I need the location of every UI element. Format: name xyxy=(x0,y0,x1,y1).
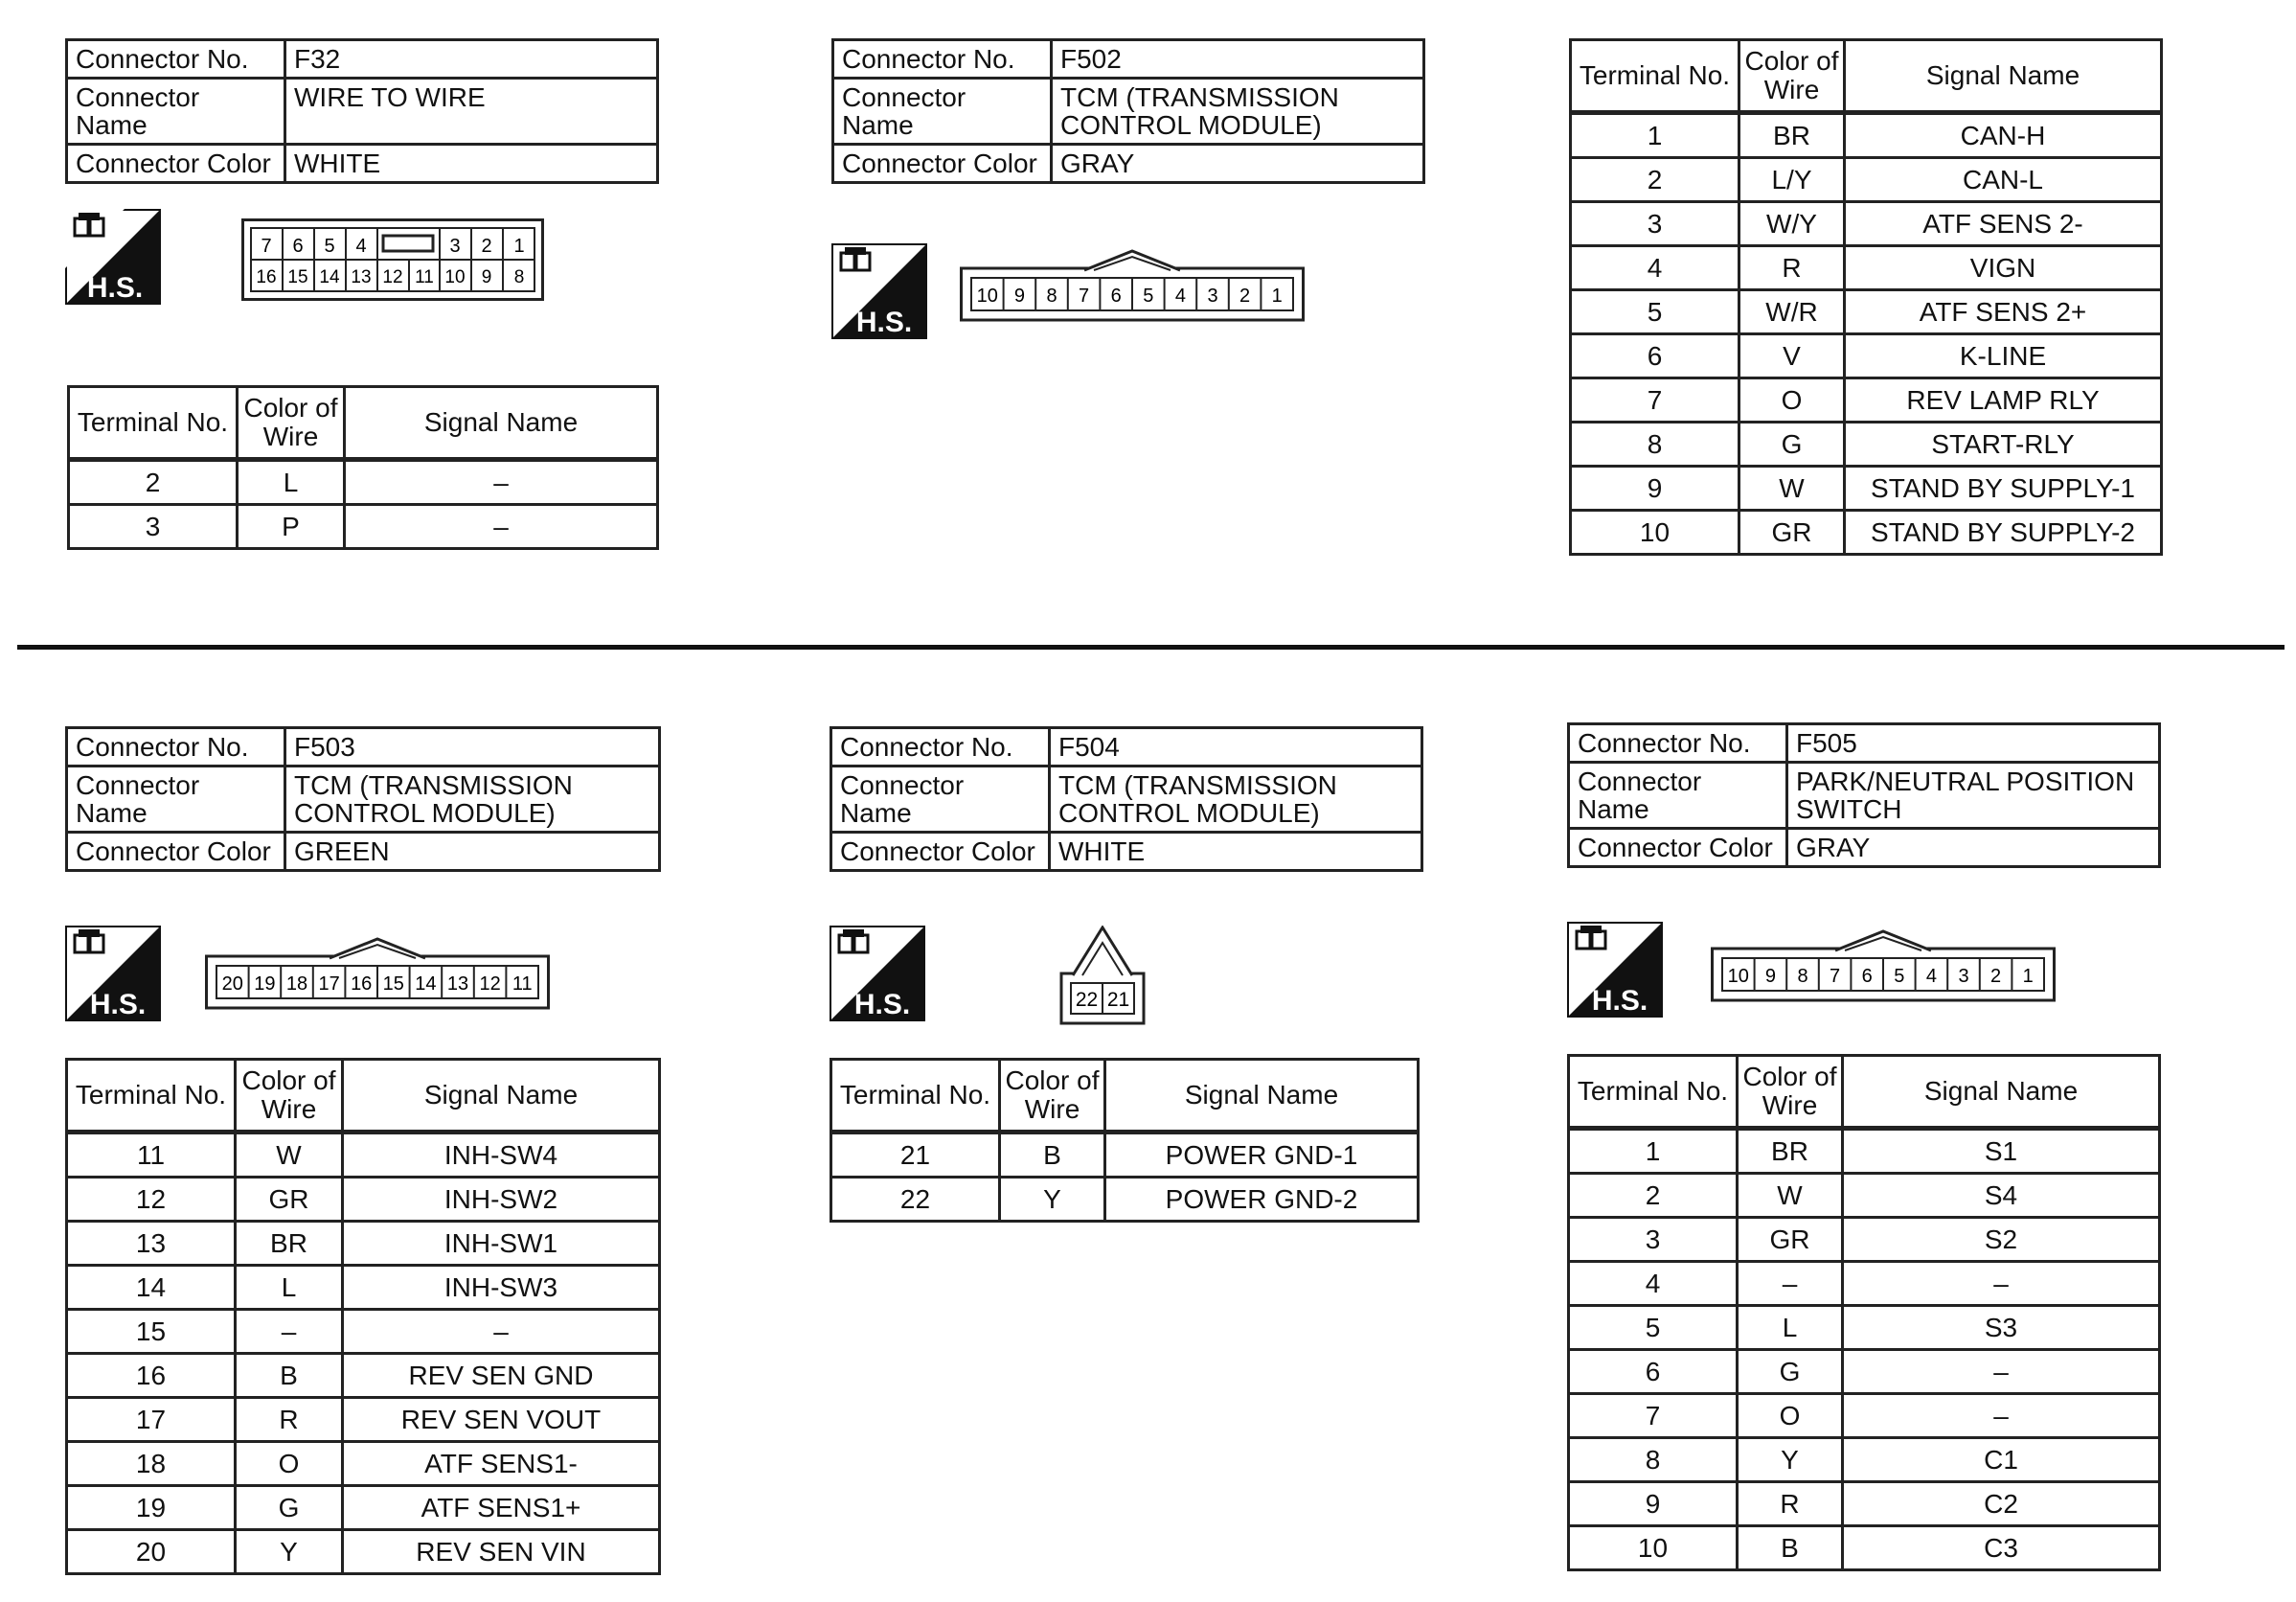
terminal-no-cell: 21 xyxy=(831,1133,1000,1178)
pin-label: 5 xyxy=(1143,286,1154,307)
table-row xyxy=(1569,1129,2160,1174)
terminal-no-cell: 2 xyxy=(69,460,238,505)
table-row xyxy=(69,505,658,549)
wire-color-cell: B xyxy=(1738,1526,1843,1570)
connector-color-value: GREEN xyxy=(285,833,660,871)
signal-name-cell: S1 xyxy=(1843,1129,2160,1174)
connector-info-f502 xyxy=(831,38,1425,184)
terminal-no-cell: 2 xyxy=(1569,1174,1738,1218)
signal-name-cell: S2 xyxy=(1843,1218,2160,1262)
table-row xyxy=(67,1310,660,1354)
pin-label: 6 xyxy=(1861,966,1873,987)
pin-label: 2 xyxy=(481,236,492,257)
terminal-table-header xyxy=(69,387,658,460)
pin-label: 3 xyxy=(1958,966,1969,987)
wire-color-cell: R xyxy=(1739,246,1845,290)
hs-badge-text: H.S. xyxy=(89,989,147,1020)
pin-label: 15 xyxy=(287,267,308,287)
connector-diagram-f504 xyxy=(1059,926,1151,1030)
connector-diagram-f32 xyxy=(241,218,544,306)
connector-color-label: Connector Color xyxy=(67,145,285,183)
pin-label: 8 xyxy=(1797,966,1808,987)
table-row xyxy=(67,1133,660,1178)
pin-label: 17 xyxy=(318,973,340,995)
signal-name-cell: START-RLY xyxy=(1845,423,2162,467)
table-row xyxy=(67,1486,660,1530)
connector-color-label: Connector Color xyxy=(833,145,1052,183)
wire-color-cell: W xyxy=(236,1133,343,1178)
wire-color-cell: O xyxy=(1738,1394,1843,1438)
terminal-no-cell: 4 xyxy=(1571,246,1739,290)
connector-no-label: Connector No. xyxy=(67,40,285,79)
signal-name-cell: ATF SENS 2- xyxy=(1845,202,2162,246)
table-row xyxy=(1571,290,2162,334)
connector-info-f503 xyxy=(65,726,661,872)
terminal-rows xyxy=(69,460,658,549)
terminal-no-cell: 12 xyxy=(67,1178,236,1222)
pin-label: 4 xyxy=(355,236,367,257)
connector-diagram-f505 xyxy=(1711,927,2056,1009)
terminal-rows xyxy=(1569,1129,2160,1570)
terminal-no-cell: 1 xyxy=(1569,1129,1738,1174)
pin-label: 10 xyxy=(1727,966,1749,987)
terminal-no-cell: 11 xyxy=(67,1133,236,1178)
wire-color-cell: GR xyxy=(1738,1218,1843,1262)
wire-color-cell: W xyxy=(1739,467,1845,511)
connector-color-label: Connector Color xyxy=(831,833,1050,871)
connector-info-f505 xyxy=(1567,722,2161,868)
hs-badge-text: H.S. xyxy=(855,307,913,338)
connector-name-value: TCM (TRANSMISSION CONTROL MODULE) xyxy=(1052,79,1424,145)
wire-color-cell: O xyxy=(236,1442,343,1486)
signal-name-cell: S3 xyxy=(1843,1306,2160,1350)
wire-color-cell: W xyxy=(1738,1174,1843,1218)
hs-badge-text: H.S. xyxy=(853,989,911,1020)
signal-name-cell: – xyxy=(1843,1394,2160,1438)
connector-name-label: Connector Name xyxy=(67,79,285,145)
header-signal-name: Signal Name xyxy=(1105,1060,1419,1133)
signal-name-cell: K-LINE xyxy=(1845,334,2162,378)
connector-name-label: Connector Name xyxy=(1569,763,1787,829)
terminal-table-f505 xyxy=(1567,1054,2161,1571)
terminal-no-cell: 14 xyxy=(67,1266,236,1310)
terminal-no-cell: 22 xyxy=(831,1178,1000,1222)
wire-color-cell: L/Y xyxy=(1739,158,1845,202)
connector-no-label: Connector No. xyxy=(831,728,1050,767)
terminal-no-cell: 7 xyxy=(1571,378,1739,423)
terminal-table-header xyxy=(67,1060,660,1133)
header-terminal-no: Terminal No. xyxy=(831,1060,1000,1133)
terminal-no-cell: 16 xyxy=(67,1354,236,1398)
signal-name-cell: VIGN xyxy=(1845,246,2162,290)
terminal-table-f504 xyxy=(830,1058,1420,1223)
signal-name-cell: ATF SENS 2+ xyxy=(1845,290,2162,334)
terminal-no-cell: 8 xyxy=(1569,1438,1738,1482)
header-signal-name: Signal Name xyxy=(1843,1056,2160,1129)
connector-name-label: Connector Name xyxy=(833,79,1052,145)
pin-label: 8 xyxy=(513,267,525,287)
connector-no-value: F505 xyxy=(1787,724,2160,763)
pin-label: 9 xyxy=(1013,286,1025,307)
table-row xyxy=(1569,1482,2160,1526)
terminal-no-cell: 18 xyxy=(67,1442,236,1486)
signal-name-cell: POWER GND-1 xyxy=(1105,1133,1419,1178)
table-row xyxy=(1569,1526,2160,1570)
wire-color-cell: BR xyxy=(1739,113,1845,158)
wire-color-cell: – xyxy=(1738,1262,1843,1306)
wire-color-cell: BR xyxy=(236,1222,343,1266)
wire-color-cell: G xyxy=(1739,423,1845,467)
wire-color-cell: L xyxy=(236,1266,343,1310)
table-row xyxy=(1569,1350,2160,1394)
pin-label: 5 xyxy=(324,236,335,257)
table-row xyxy=(67,1178,660,1222)
hs-badge-text: H.S. xyxy=(1591,985,1648,1017)
signal-name-cell: INH-SW2 xyxy=(343,1178,660,1222)
terminal-no-cell: 15 xyxy=(67,1310,236,1354)
table-row xyxy=(67,1354,660,1398)
pin-label: 7 xyxy=(1830,966,1841,987)
header-signal-name: Signal Name xyxy=(345,387,658,460)
connector-name-row xyxy=(67,767,660,833)
connector-color-row xyxy=(1569,829,2160,867)
signal-name-cell: STAND BY SUPPLY-1 xyxy=(1845,467,2162,511)
pin-label: 21 xyxy=(1106,989,1130,1011)
pin-label: 16 xyxy=(351,973,373,995)
section-divider xyxy=(17,645,2285,650)
pin-label: 11 xyxy=(511,973,533,995)
terminal-no-cell: 9 xyxy=(1571,467,1739,511)
terminal-table-header xyxy=(831,1060,1419,1133)
wire-color-cell: B xyxy=(236,1354,343,1398)
connector-color-value: WHITE xyxy=(285,145,658,183)
pin-label: 2 xyxy=(1990,966,2002,987)
signal-name-cell: REV SEN GND xyxy=(343,1354,660,1398)
hs-badge-text: H.S. xyxy=(86,272,144,304)
connector-color-row xyxy=(831,833,1422,871)
signal-name-cell: – xyxy=(345,505,658,549)
terminal-no-cell: 10 xyxy=(1569,1526,1738,1570)
pin-label: 1 xyxy=(513,236,525,257)
connector-color-value: GRAY xyxy=(1787,829,2160,867)
signal-name-cell: STAND BY SUPPLY-2 xyxy=(1845,511,2162,555)
pin-label: 4 xyxy=(1925,966,1937,987)
pin-label: 6 xyxy=(292,236,304,257)
signal-name-cell: C1 xyxy=(1843,1438,2160,1482)
connector-name-value: TCM (TRANSMISSION CONTROL MODULE) xyxy=(1050,767,1422,833)
connector-name-row xyxy=(833,79,1424,145)
pin-label: 16 xyxy=(256,267,277,287)
table-row xyxy=(1571,113,2162,158)
pin-label: 6 xyxy=(1110,286,1122,307)
wire-color-cell: R xyxy=(236,1398,343,1442)
connector-name-value: WIRE TO WIRE xyxy=(285,79,658,145)
connector-diagram-f503 xyxy=(205,935,550,1017)
terminal-table-f502 xyxy=(1569,38,2163,556)
pin-label: 12 xyxy=(479,973,501,995)
connector-no-value: F504 xyxy=(1050,728,1422,767)
signal-name-cell: INH-SW4 xyxy=(343,1133,660,1178)
table-row xyxy=(1569,1262,2160,1306)
signal-name-cell: REV LAMP RLY xyxy=(1845,378,2162,423)
connector-name-row xyxy=(1569,763,2160,829)
header-color-of-wire: Color of Wire xyxy=(238,387,345,460)
signal-name-cell: S4 xyxy=(1843,1174,2160,1218)
terminal-no-cell: 20 xyxy=(67,1530,236,1574)
terminal-rows xyxy=(67,1133,660,1574)
wire-color-cell: Y xyxy=(236,1530,343,1574)
connector-name-row xyxy=(831,767,1422,833)
table-row xyxy=(1571,158,2162,202)
hs-harness-side-icon xyxy=(831,243,927,344)
signal-name-cell: ATF SENS1- xyxy=(343,1442,660,1486)
connector-no-label: Connector No. xyxy=(67,728,285,767)
table-row xyxy=(1571,423,2162,467)
connector-no-label: Connector No. xyxy=(1569,724,1787,763)
terminal-no-cell: 3 xyxy=(69,505,238,549)
pin-label: 19 xyxy=(254,973,276,995)
wire-color-cell: V xyxy=(1739,334,1845,378)
connector-color-value: GRAY xyxy=(1052,145,1424,183)
pin-label: 11 xyxy=(415,267,434,287)
wire-color-cell: B xyxy=(1000,1133,1105,1178)
wire-color-cell: W/R xyxy=(1739,290,1845,334)
header-terminal-no: Terminal No. xyxy=(1569,1056,1738,1129)
pin-label: 4 xyxy=(1174,286,1186,307)
pin-label: 20 xyxy=(221,973,243,995)
header-signal-name: Signal Name xyxy=(1845,40,2162,113)
table-row xyxy=(67,1398,660,1442)
connector-name-label: Connector Name xyxy=(831,767,1050,833)
connector-diagram-f502 xyxy=(960,247,1305,329)
header-terminal-no: Terminal No. xyxy=(69,387,238,460)
terminal-no-cell: 10 xyxy=(1571,511,1739,555)
table-row xyxy=(1571,334,2162,378)
wire-color-cell: P xyxy=(238,505,345,549)
terminal-no-cell: 7 xyxy=(1569,1394,1738,1438)
terminal-no-cell: 17 xyxy=(67,1398,236,1442)
pin-label: 13 xyxy=(446,973,469,995)
connector-color-row xyxy=(67,145,658,183)
connector-no-value: F32 xyxy=(285,40,658,79)
header-signal-name: Signal Name xyxy=(343,1060,660,1133)
table-row xyxy=(1571,511,2162,555)
terminal-no-cell: 8 xyxy=(1571,423,1739,467)
pin-label: 7 xyxy=(261,236,272,257)
wire-color-cell: G xyxy=(236,1486,343,1530)
connector-no-label: Connector No. xyxy=(833,40,1052,79)
signal-name-cell: INH-SW3 xyxy=(343,1266,660,1310)
connector-no-row xyxy=(1569,724,2160,763)
terminal-no-cell: 3 xyxy=(1571,202,1739,246)
connector-no-value: F503 xyxy=(285,728,660,767)
pin-label: 8 xyxy=(1046,286,1057,307)
connector-no-row xyxy=(67,40,658,79)
wire-color-cell: Y xyxy=(1738,1438,1843,1482)
table-row xyxy=(831,1133,1419,1178)
hs-harness-side-icon xyxy=(65,926,161,1026)
pin-label: 18 xyxy=(285,973,308,995)
pin-label: 22 xyxy=(1075,989,1099,1011)
pin-label: 5 xyxy=(1894,966,1905,987)
terminal-table-header xyxy=(1569,1056,2160,1129)
table-row xyxy=(1571,378,2162,423)
wire-color-cell: Y xyxy=(1000,1178,1105,1222)
terminal-no-cell: 4 xyxy=(1569,1262,1738,1306)
terminal-no-cell: 9 xyxy=(1569,1482,1738,1526)
signal-name-cell: – xyxy=(1843,1350,2160,1394)
signal-name-cell: C2 xyxy=(1843,1482,2160,1526)
connector-color-row xyxy=(67,833,660,871)
pin-label: 1 xyxy=(1271,286,1283,307)
terminal-no-cell: 1 xyxy=(1571,113,1739,158)
terminal-no-cell: 5 xyxy=(1571,290,1739,334)
pin-label: 10 xyxy=(976,286,998,307)
connector-color-value: WHITE xyxy=(1050,833,1422,871)
pin-label: 1 xyxy=(2022,966,2034,987)
connector-no-value: F502 xyxy=(1052,40,1424,79)
terminal-table-f503 xyxy=(65,1058,661,1575)
signal-name-cell: REV SEN VIN xyxy=(343,1530,660,1574)
terminal-no-cell: 6 xyxy=(1571,334,1739,378)
wire-color-cell: GR xyxy=(236,1178,343,1222)
header-color-of-wire: Color of Wire xyxy=(1739,40,1845,113)
signal-name-cell: – xyxy=(343,1310,660,1354)
header-terminal-no: Terminal No. xyxy=(67,1060,236,1133)
connector-info-f504 xyxy=(830,726,1423,872)
header-color-of-wire: Color of Wire xyxy=(1738,1056,1843,1129)
terminal-rows xyxy=(1571,113,2162,555)
hs-harness-side-icon xyxy=(830,926,925,1026)
connector-name-row xyxy=(67,79,658,145)
connector-name-value: TCM (TRANSMISSION CONTROL MODULE) xyxy=(285,767,660,833)
table-row xyxy=(1569,1394,2160,1438)
table-row xyxy=(1569,1438,2160,1482)
terminal-no-cell: 3 xyxy=(1569,1218,1738,1262)
hs-harness-side-icon xyxy=(1567,922,1663,1022)
connector-no-row xyxy=(831,728,1422,767)
signal-name-cell: CAN-L xyxy=(1845,158,2162,202)
terminal-no-cell: 13 xyxy=(67,1222,236,1266)
wire-color-cell: G xyxy=(1738,1350,1843,1394)
connector-name-label: Connector Name xyxy=(67,767,285,833)
header-color-of-wire: Color of Wire xyxy=(236,1060,343,1133)
table-row xyxy=(67,1442,660,1486)
connector-no-row xyxy=(833,40,1424,79)
table-row xyxy=(1571,202,2162,246)
terminal-table-f32 xyxy=(67,385,659,550)
header-terminal-no: Terminal No. xyxy=(1571,40,1739,113)
connector-info-f32 xyxy=(65,38,659,184)
terminal-no-cell: 19 xyxy=(67,1486,236,1530)
terminal-no-cell: 5 xyxy=(1569,1306,1738,1350)
table-row xyxy=(1571,246,2162,290)
header-color-of-wire: Color of Wire xyxy=(1000,1060,1105,1133)
pin-label: 15 xyxy=(382,973,404,995)
signal-name-cell: ATF SENS1+ xyxy=(343,1486,660,1530)
table-row xyxy=(1569,1218,2160,1262)
pin-label: 10 xyxy=(444,267,466,287)
connector-color-label: Connector Color xyxy=(67,833,285,871)
table-row xyxy=(67,1266,660,1310)
pin-label: 3 xyxy=(449,236,461,257)
signal-name-cell: POWER GND-2 xyxy=(1105,1178,1419,1222)
table-row xyxy=(1571,467,2162,511)
wire-color-cell: L xyxy=(238,460,345,505)
table-row xyxy=(67,1222,660,1266)
table-row xyxy=(1569,1306,2160,1350)
wire-color-cell: L xyxy=(1738,1306,1843,1350)
pin-label: 14 xyxy=(319,267,340,287)
connector-no-row xyxy=(67,728,660,767)
pin-label: 13 xyxy=(351,267,372,287)
terminal-no-cell: 2 xyxy=(1571,158,1739,202)
wire-color-cell: W/Y xyxy=(1739,202,1845,246)
connector-name-value: PARK/NEUTRAL POSITION SWITCH xyxy=(1787,763,2160,829)
connector-color-label: Connector Color xyxy=(1569,829,1787,867)
table-row xyxy=(69,460,658,505)
table-row xyxy=(831,1178,1419,1222)
pin-label: 12 xyxy=(382,267,403,287)
pin-label: 9 xyxy=(1764,966,1776,987)
pin-label: 9 xyxy=(481,267,492,287)
signal-name-cell: REV SEN VOUT xyxy=(343,1398,660,1442)
pin-label: 14 xyxy=(415,973,437,995)
pin-label: 7 xyxy=(1079,286,1090,307)
terminal-table-header xyxy=(1571,40,2162,113)
pin-label: 2 xyxy=(1239,286,1251,307)
hs-harness-side-icon xyxy=(65,209,161,309)
signal-name-cell: C3 xyxy=(1843,1526,2160,1570)
terminal-no-cell: 6 xyxy=(1569,1350,1738,1394)
signal-name-cell: – xyxy=(345,460,658,505)
wire-color-cell: O xyxy=(1739,378,1845,423)
connector-color-row xyxy=(833,145,1424,183)
table-row xyxy=(1569,1174,2160,1218)
wire-color-cell: – xyxy=(236,1310,343,1354)
pin-label: 3 xyxy=(1207,286,1218,307)
signal-name-cell: – xyxy=(1843,1262,2160,1306)
wire-color-cell: R xyxy=(1738,1482,1843,1526)
terminal-rows xyxy=(831,1133,1419,1222)
signal-name-cell: INH-SW1 xyxy=(343,1222,660,1266)
table-row xyxy=(67,1530,660,1574)
wire-color-cell: GR xyxy=(1739,511,1845,555)
signal-name-cell: CAN-H xyxy=(1845,113,2162,158)
wire-color-cell: BR xyxy=(1738,1129,1843,1174)
